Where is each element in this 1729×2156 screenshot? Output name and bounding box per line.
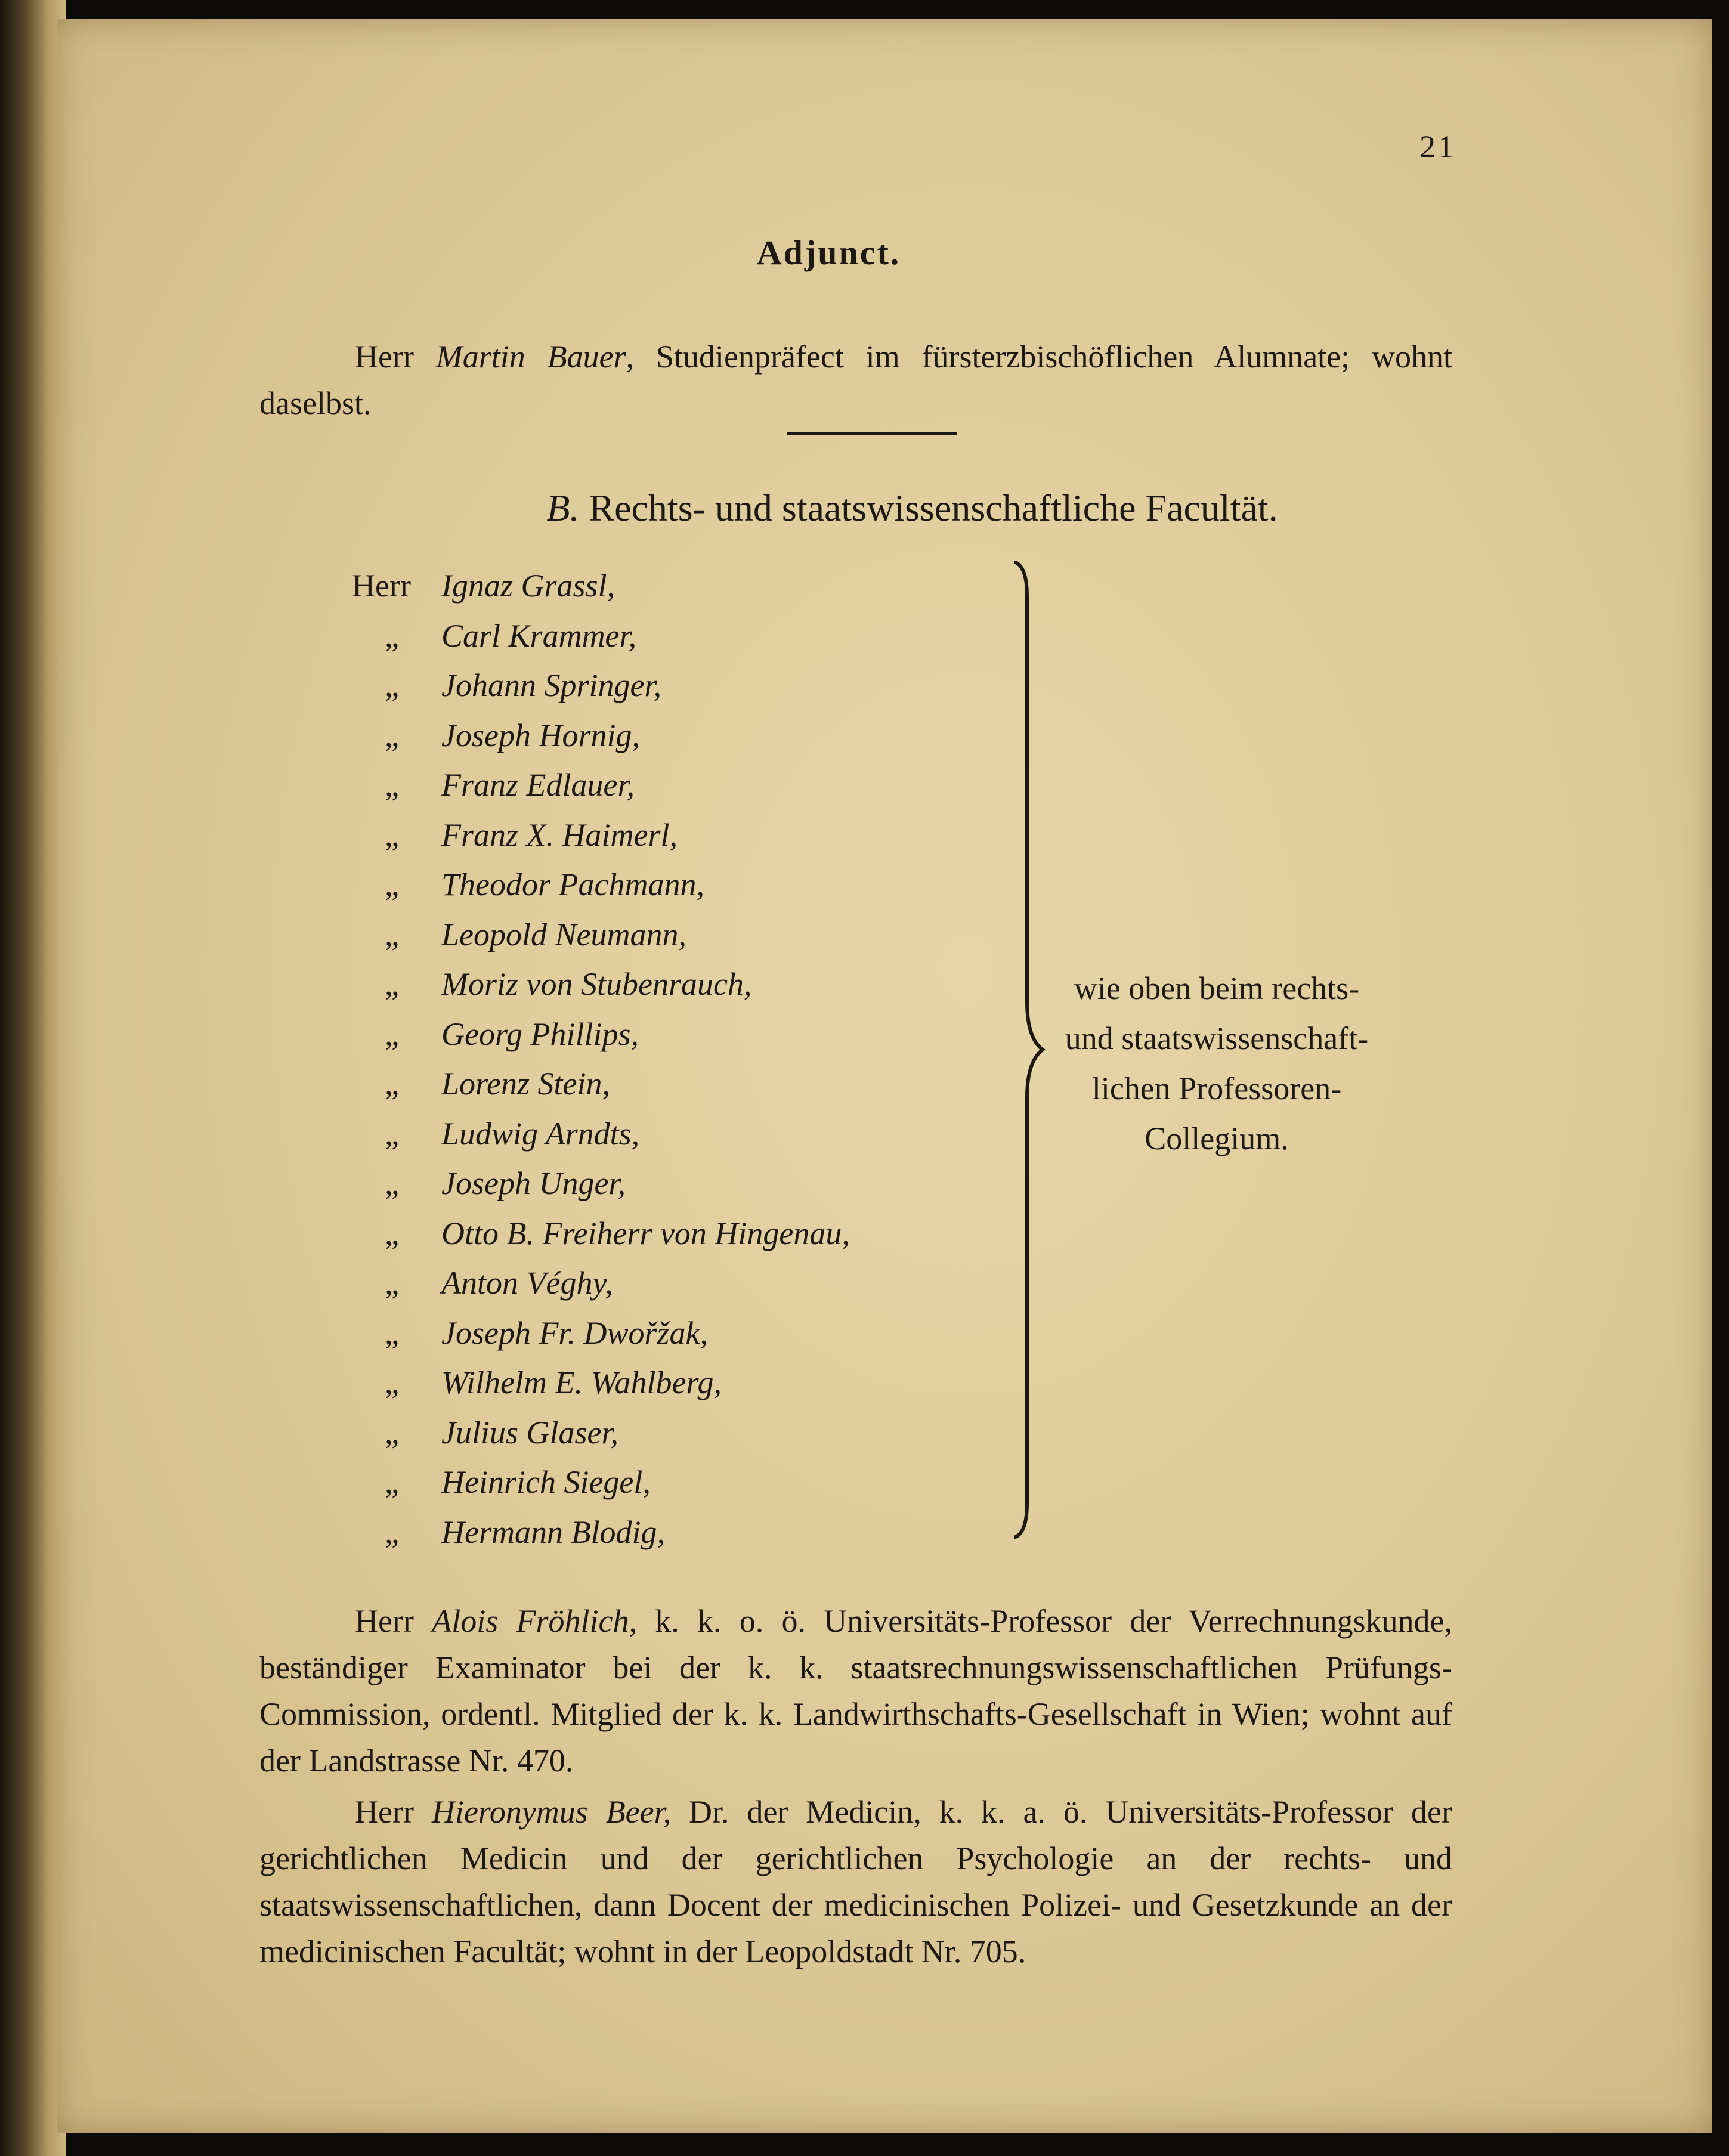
member-name: Georg Phillips, — [441, 1016, 639, 1052]
beer-title: Herr — [355, 1794, 414, 1830]
member-item — [0, 1357, 1014, 1408]
section-heading-letter: B. — [546, 487, 580, 529]
member-prefix: „ — [385, 1115, 399, 1152]
member-prefix: „ — [385, 1414, 399, 1450]
member-item — [0, 910, 1014, 960]
member-prefix: „ — [385, 1165, 399, 1201]
member-prefix: „ — [385, 717, 399, 753]
member-item — [0, 1208, 1014, 1258]
adjunct-name: Martin Bauer — [435, 339, 626, 375]
member-name: Heinrich Siegel, — [441, 1464, 651, 1500]
beer-paragraph — [259, 1789, 1452, 1975]
member-name: Julius Glaser, — [441, 1414, 618, 1450]
member-prefix: „ — [385, 1464, 399, 1500]
member-prefix: „ — [385, 1016, 399, 1052]
member-item — [0, 660, 1014, 710]
section-heading — [48, 486, 1729, 530]
adjunct-paragraph — [259, 333, 1452, 426]
member-item — [0, 810, 1014, 860]
member-item — [0, 1507, 1014, 1557]
member-name: Joseph Hornig, — [441, 717, 640, 753]
member-name: Wilhelm E. Wahlberg, — [441, 1365, 722, 1400]
member-item — [0, 760, 1014, 810]
members-note-line: und staatswissenschaft- — [1065, 1020, 1369, 1056]
member-prefix: „ — [385, 1514, 399, 1550]
member-prefix: „ — [385, 1314, 399, 1351]
member-prefix: „ — [385, 867, 399, 902]
member-prefix: „ — [385, 1265, 399, 1301]
member-prefix: „ — [385, 1215, 399, 1251]
adjunct-heading: Adjunct. — [756, 233, 901, 272]
member-item — [0, 959, 1014, 1009]
member-prefix: „ — [385, 1365, 399, 1400]
member-item — [0, 561, 1014, 611]
member-item — [0, 1009, 1014, 1059]
member-prefix: „ — [385, 667, 399, 703]
member-prefix: „ — [385, 767, 399, 803]
member-name: Leopold Neumann, — [441, 916, 686, 952]
froehlich-text: k. k. o. ö. Universitäts-Professor der Verrechnungskunde, beständiger Examinator bei der k. k. staatsrechnungswissenschaftlichen Prüfungs-Commission, ordentl. Mitglied der k. k. Landwirthschafts-Gesellschaft in Wien; wohnt auf der Landstrasse Nr. 470. — [259, 1603, 1453, 1778]
members-note-line: lichen Professoren- — [1091, 1071, 1342, 1106]
member-name: Lorenz Stein, — [441, 1066, 610, 1102]
member-item — [0, 1158, 1014, 1208]
member-item — [0, 611, 1014, 661]
beer-name: Hieronymus Beer, — [431, 1794, 672, 1830]
froehlich-title: Herr — [355, 1603, 414, 1639]
section-divider — [787, 432, 957, 435]
member-prefix: „ — [385, 816, 399, 853]
member-item — [0, 1457, 1014, 1507]
member-name: Ludwig Arndts, — [441, 1115, 640, 1152]
member-item — [0, 1059, 1014, 1109]
froehlich-name: Alois Fröhlich, — [432, 1603, 637, 1639]
member-prefix: „ — [385, 1066, 399, 1102]
member-item — [0, 1408, 1014, 1458]
beer-text: Dr. der Medicin, k. k. a. ö. Universitäts-Professor der gerichtlichen Medicin und der gerichtlichen Psychologie an der rechts- und staatswissenschaftlichen, dann Docent der medicinischen Polizei- und Gesetzkunde an der medicinischen Facultät; wohnt in der Leopoldstadt Nr. 705. — [259, 1794, 1452, 1969]
member-name: Johann Springer, — [441, 667, 661, 703]
member-item — [0, 1308, 1014, 1358]
adjunct-title: Herr — [355, 339, 414, 375]
member-prefix: Herr — [352, 568, 411, 604]
member-prefix: „ — [385, 916, 399, 952]
member-item — [0, 859, 1014, 910]
members-note-line: wie oben beim rechts- — [1074, 970, 1360, 1006]
froehlich-paragraph — [259, 1598, 1452, 1784]
member-name: Joseph Fr. Dwořžak, — [441, 1314, 708, 1351]
member-item — [0, 710, 1014, 760]
member-item — [0, 1109, 1014, 1159]
member-name: Theodor Pachmann, — [441, 867, 704, 902]
page-number: 21 — [1419, 129, 1456, 165]
member-prefix: „ — [385, 617, 399, 654]
member-name: Franz Edlauer, — [441, 767, 635, 803]
section-heading-text: Rechts- und staatswissenschaftliche Facultät. — [579, 487, 1278, 529]
member-name: Moriz von Stubenrauch, — [441, 966, 752, 1002]
member-name: Ignaz Grassl, — [441, 568, 615, 604]
members-note — [1032, 963, 1402, 1164]
member-name: Otto B. Freiherr von Hingenau, — [441, 1215, 850, 1251]
member-name: Hermann Blodig, — [441, 1514, 665, 1550]
member-name: Franz X. Haimerl, — [441, 816, 678, 853]
members-note-line: Collegium. — [1145, 1121, 1289, 1156]
member-name: Joseph Unger, — [441, 1165, 626, 1201]
member-name: Carl Krammer, — [441, 617, 637, 654]
member-item — [0, 1258, 1014, 1308]
adjunct-text: , Studienpräfect im fürsterzbischöflichen Alumnate; wohnt daselbst. — [259, 339, 1452, 421]
member-prefix: „ — [385, 966, 399, 1002]
member-name: Anton Véghy, — [441, 1265, 613, 1301]
